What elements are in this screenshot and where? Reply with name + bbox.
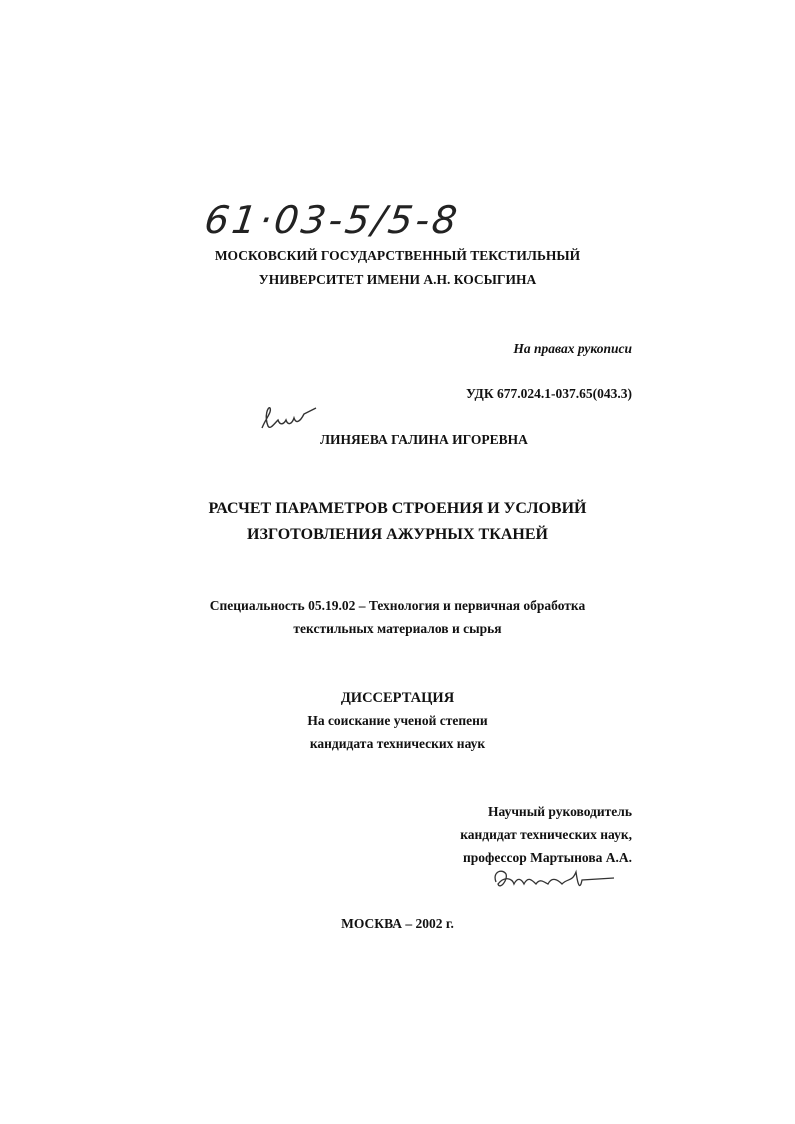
- archive-handwritten-mark: 61·03-5/5-8: [201, 198, 463, 242]
- thesis-title-line-1: РАСЧЕТ ПАРАМЕТРОВ СТРОЕНИЯ И УСЛОВИЙ: [208, 500, 587, 517]
- supervisor-line-1: Научный руководитель: [488, 804, 632, 819]
- degree-line-1: На соискание ученой степени: [307, 713, 488, 728]
- author-signature: [258, 402, 320, 436]
- institution-line-1: МОСКОВСКИЙ ГОСУДАРСТВЕННЫЙ ТЕКСТИЛЬНЫЙ: [214, 248, 581, 263]
- dissertation-label: ДИССЕРТАЦИЯ: [340, 690, 455, 706]
- specialty-line-1: Специальность 05.19.02 – Технология и первичная обработка: [209, 598, 586, 613]
- supervisor-line-2: кандидат технических наук,: [460, 827, 632, 842]
- thesis-title-line-2: ИЗГОТОВЛЕНИЯ АЖУРНЫХ ТКАНЕЙ: [247, 526, 548, 543]
- place-year: МОСКВА – 2002 г.: [341, 916, 454, 931]
- institution-line-2: УНИВЕРСИТЕТ ИМЕНИ А.Н. КОСЫГИНА: [258, 272, 537, 287]
- supervisor-signature: [488, 862, 618, 898]
- author-name: ЛИНЯЕВА ГАЛИНА ИГОРЕВНА: [320, 432, 528, 447]
- specialty-line-2: текстильных материалов и сырья: [293, 621, 502, 636]
- degree-line-2: кандидата технических наук: [309, 736, 486, 751]
- supervisor-line-3: профессор Мартынова А.А.: [462, 850, 632, 865]
- manuscript-rights: На правах рукописи: [513, 341, 632, 356]
- udc-code: УДК 677.024.1-037.65(043.3): [466, 386, 632, 401]
